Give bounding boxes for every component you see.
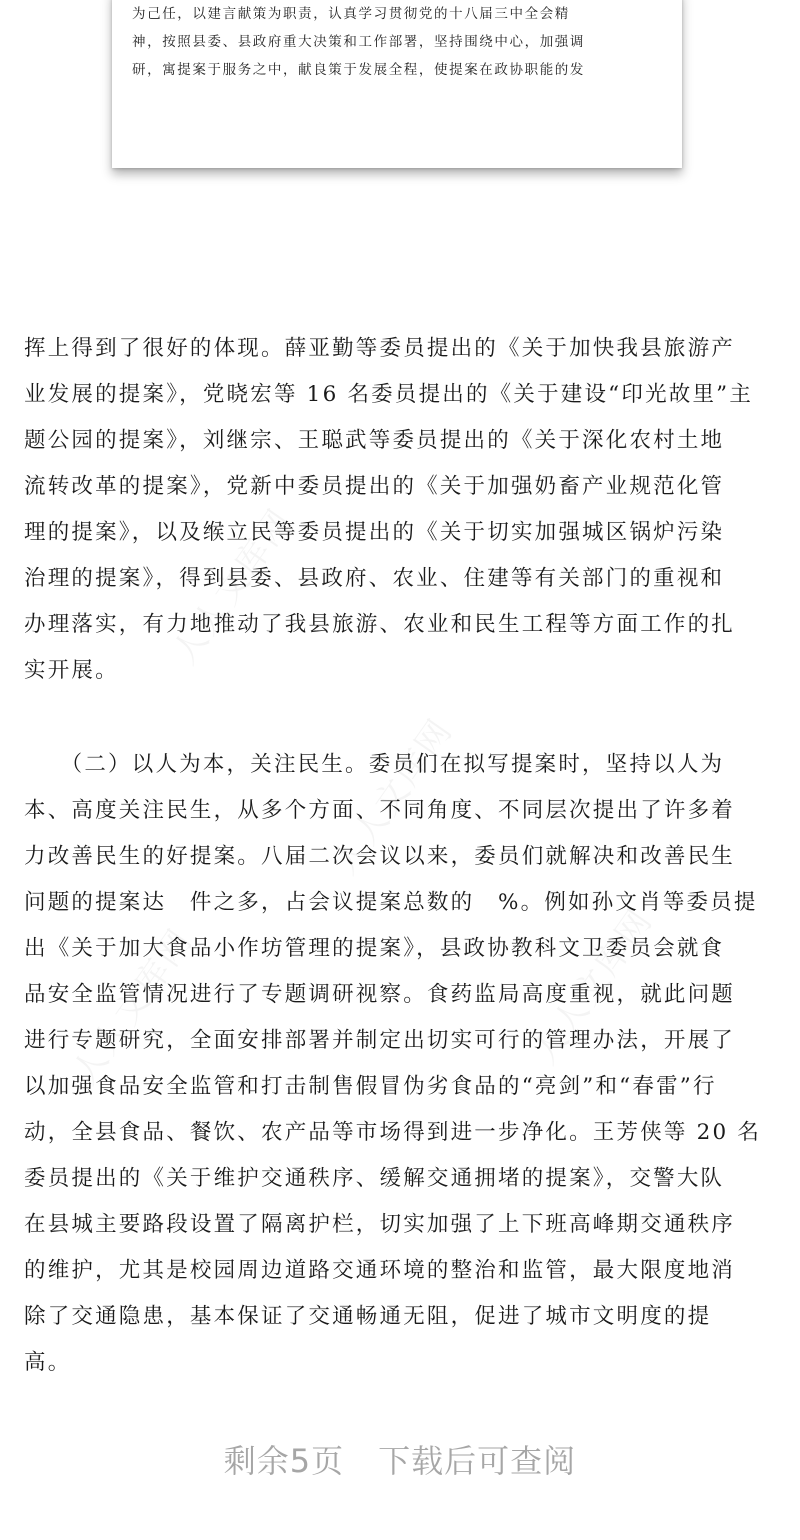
text-line: 高。 (24, 1350, 72, 1375)
text-line: 除了交通隐患，基本保证了交通畅通无阻，促进了城市文明度的提 (24, 1304, 712, 1329)
preview-page-card (112, 0, 682, 168)
text-line: 以加强食品安全监管和打击制售假冒伪劣食品的“亮剑”和“春雷”行 (24, 1074, 717, 1099)
download-to-view-label[interactable]: 下载后可查阅 (378, 1442, 577, 1480)
text-line: 品安全监管情况进行了专题调研视察。食药监局高度重视，就此问题 (24, 982, 736, 1007)
text-line: 挥上得到了很好的体现。薛亚勤等委员提出的《关于加快我县旅游产 (24, 336, 736, 361)
card-line: 为己任，以建言献策为职责，认真学习贯彻党的十八届三中全会精 (132, 6, 570, 22)
preview-card-text (132, 0, 662, 84)
card-line: 研，寓提案于服务之中，献良策于发展全程，使提案在政协职能的发 (132, 62, 585, 78)
text-line: 出《关于加大食品小作坊管理的提案》，县政协教科文卫委员会就食 (24, 936, 725, 961)
text-line: 进行专题研究，全面安排部署并制定出切实可行的管理办法，开展了 (24, 1028, 736, 1053)
text-line: 力改善民生的好提案。八届二次会议以来，委员们就解决和改善民生 (24, 844, 736, 869)
text-line: 问题的提案达 件之多，占会议提案总数的 %。例如孙文肖等委员提 (24, 890, 758, 915)
text-line: 流转改革的提案》，党新中委员提出的《关于加强奶畜产业规范化管 (24, 474, 725, 499)
text-line: 办理落实，有力地推动了我县旅游、农业和民生工程等方面工作的扎 (24, 612, 736, 637)
text-line: 理的提案》，以及缑立民等委员提出的《关于切实加强城区锅炉污染 (24, 520, 725, 545)
text-line: 本、高度关注民生，从多个方面、不同角度、不同层次提出了许多着 (24, 798, 736, 823)
text-line: 题公园的提案》，刘继宗、王聪武等委员提出的《关于深化农村土地 (24, 428, 725, 453)
text-line: 委员提出的《关于维护交通秩序、缓解交通拥堵的提案》，交警大队 (24, 1166, 725, 1191)
text-line: 动，全县食品、餐饮、农产品等市场得到进一步净化。王芳侠等 20 名 (24, 1120, 762, 1145)
paragraph-1 (24, 326, 784, 694)
remaining-pages-label[interactable]: 剩余5页 (223, 1442, 345, 1480)
text-line: 的维护，尤其是校园周边道路交通环境的整治和监管，最大限度地消 (24, 1258, 736, 1283)
text-line: 实开展。 (24, 658, 119, 683)
card-line: 神，按照县委、县政府重大决策和工作部署，坚持围绕中心，加强调 (132, 34, 585, 50)
text-line: 业发展的提案》，党晓宏等 16 名委员提出的《关于建设“印光故里”主 (24, 382, 754, 407)
text-line: （二）以人为本，关注民生。委员们在拟写提案时，坚持以人为 (24, 752, 725, 777)
text-line: 在县城主要路段设置了隔离护栏，切实加强了上下班高峰期交通秩序 (24, 1212, 736, 1237)
download-prompt[interactable] (0, 1436, 800, 1482)
text-line: 治理的提案》，得到县委、县政府、农业、住建等有关部门的重视和 (24, 566, 725, 591)
paragraph-2 (24, 742, 784, 1386)
